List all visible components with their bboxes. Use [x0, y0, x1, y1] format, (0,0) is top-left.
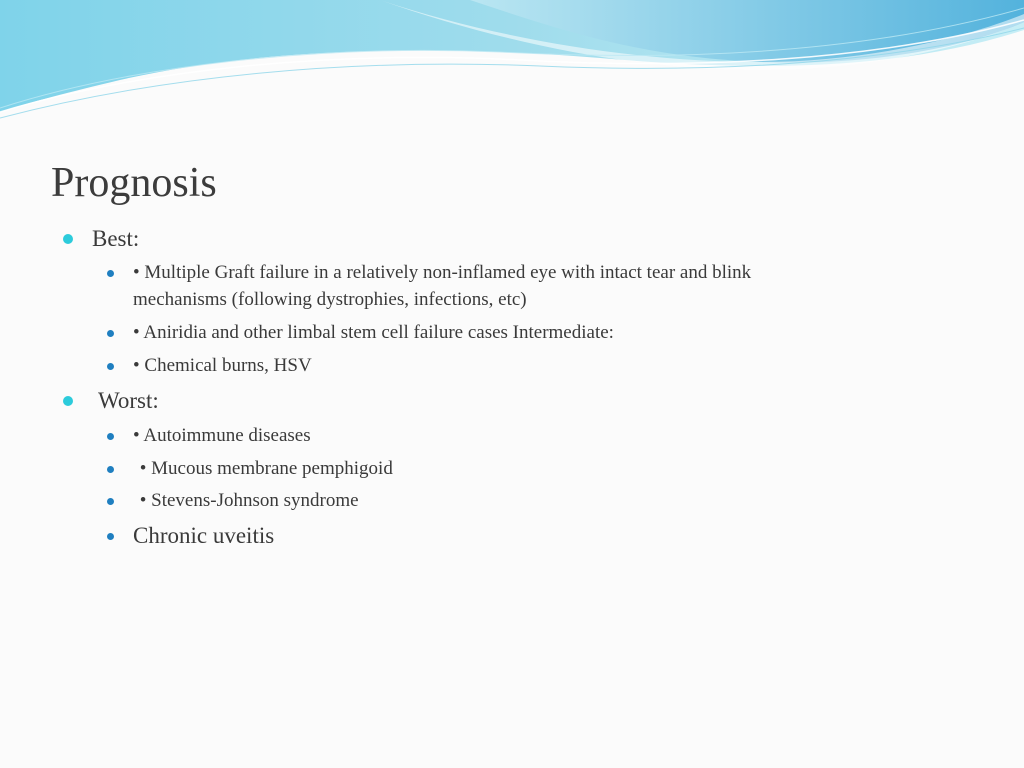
- best-item-chemical-burns: • Chemical burns, HSV: [133, 355, 312, 376]
- worst-heading: Worst:: [98, 388, 159, 413]
- bullet-icon: [63, 234, 73, 244]
- bullet-icon: [107, 533, 114, 540]
- best-item-graft-failure-cont: mechanisms (following dystrophies, infections, etc): [133, 289, 527, 310]
- bullet-icon: [107, 498, 114, 505]
- bullet-icon: [107, 270, 114, 277]
- best-item-aniridia: • Aniridia and other limbal stem cell failure cases Intermediate:: [133, 322, 614, 343]
- worst-item-pemphigoid: • Mucous membrane pemphigoid: [135, 458, 393, 479]
- worst-item-stevens-johnson: • Stevens-Johnson syndrome: [135, 490, 359, 511]
- bullet-icon: [107, 466, 114, 473]
- bullet-icon: [63, 396, 73, 406]
- header-wave-decoration: [0, 0, 1024, 130]
- best-heading: Best:: [92, 226, 140, 251]
- worst-item-autoimmune: • Autoimmune diseases: [133, 425, 311, 446]
- bullet-icon: [107, 363, 114, 370]
- best-item-graft-failure: • Multiple Graft failure in a relatively non-inflamed eye with intact tear and blink: [133, 262, 752, 283]
- slide-title: Prognosis: [51, 160, 217, 206]
- worst-item-chronic-uveitis: Chronic uveitis: [133, 523, 275, 548]
- bullet-icon: [107, 330, 114, 337]
- bullet-icon: [107, 433, 114, 440]
